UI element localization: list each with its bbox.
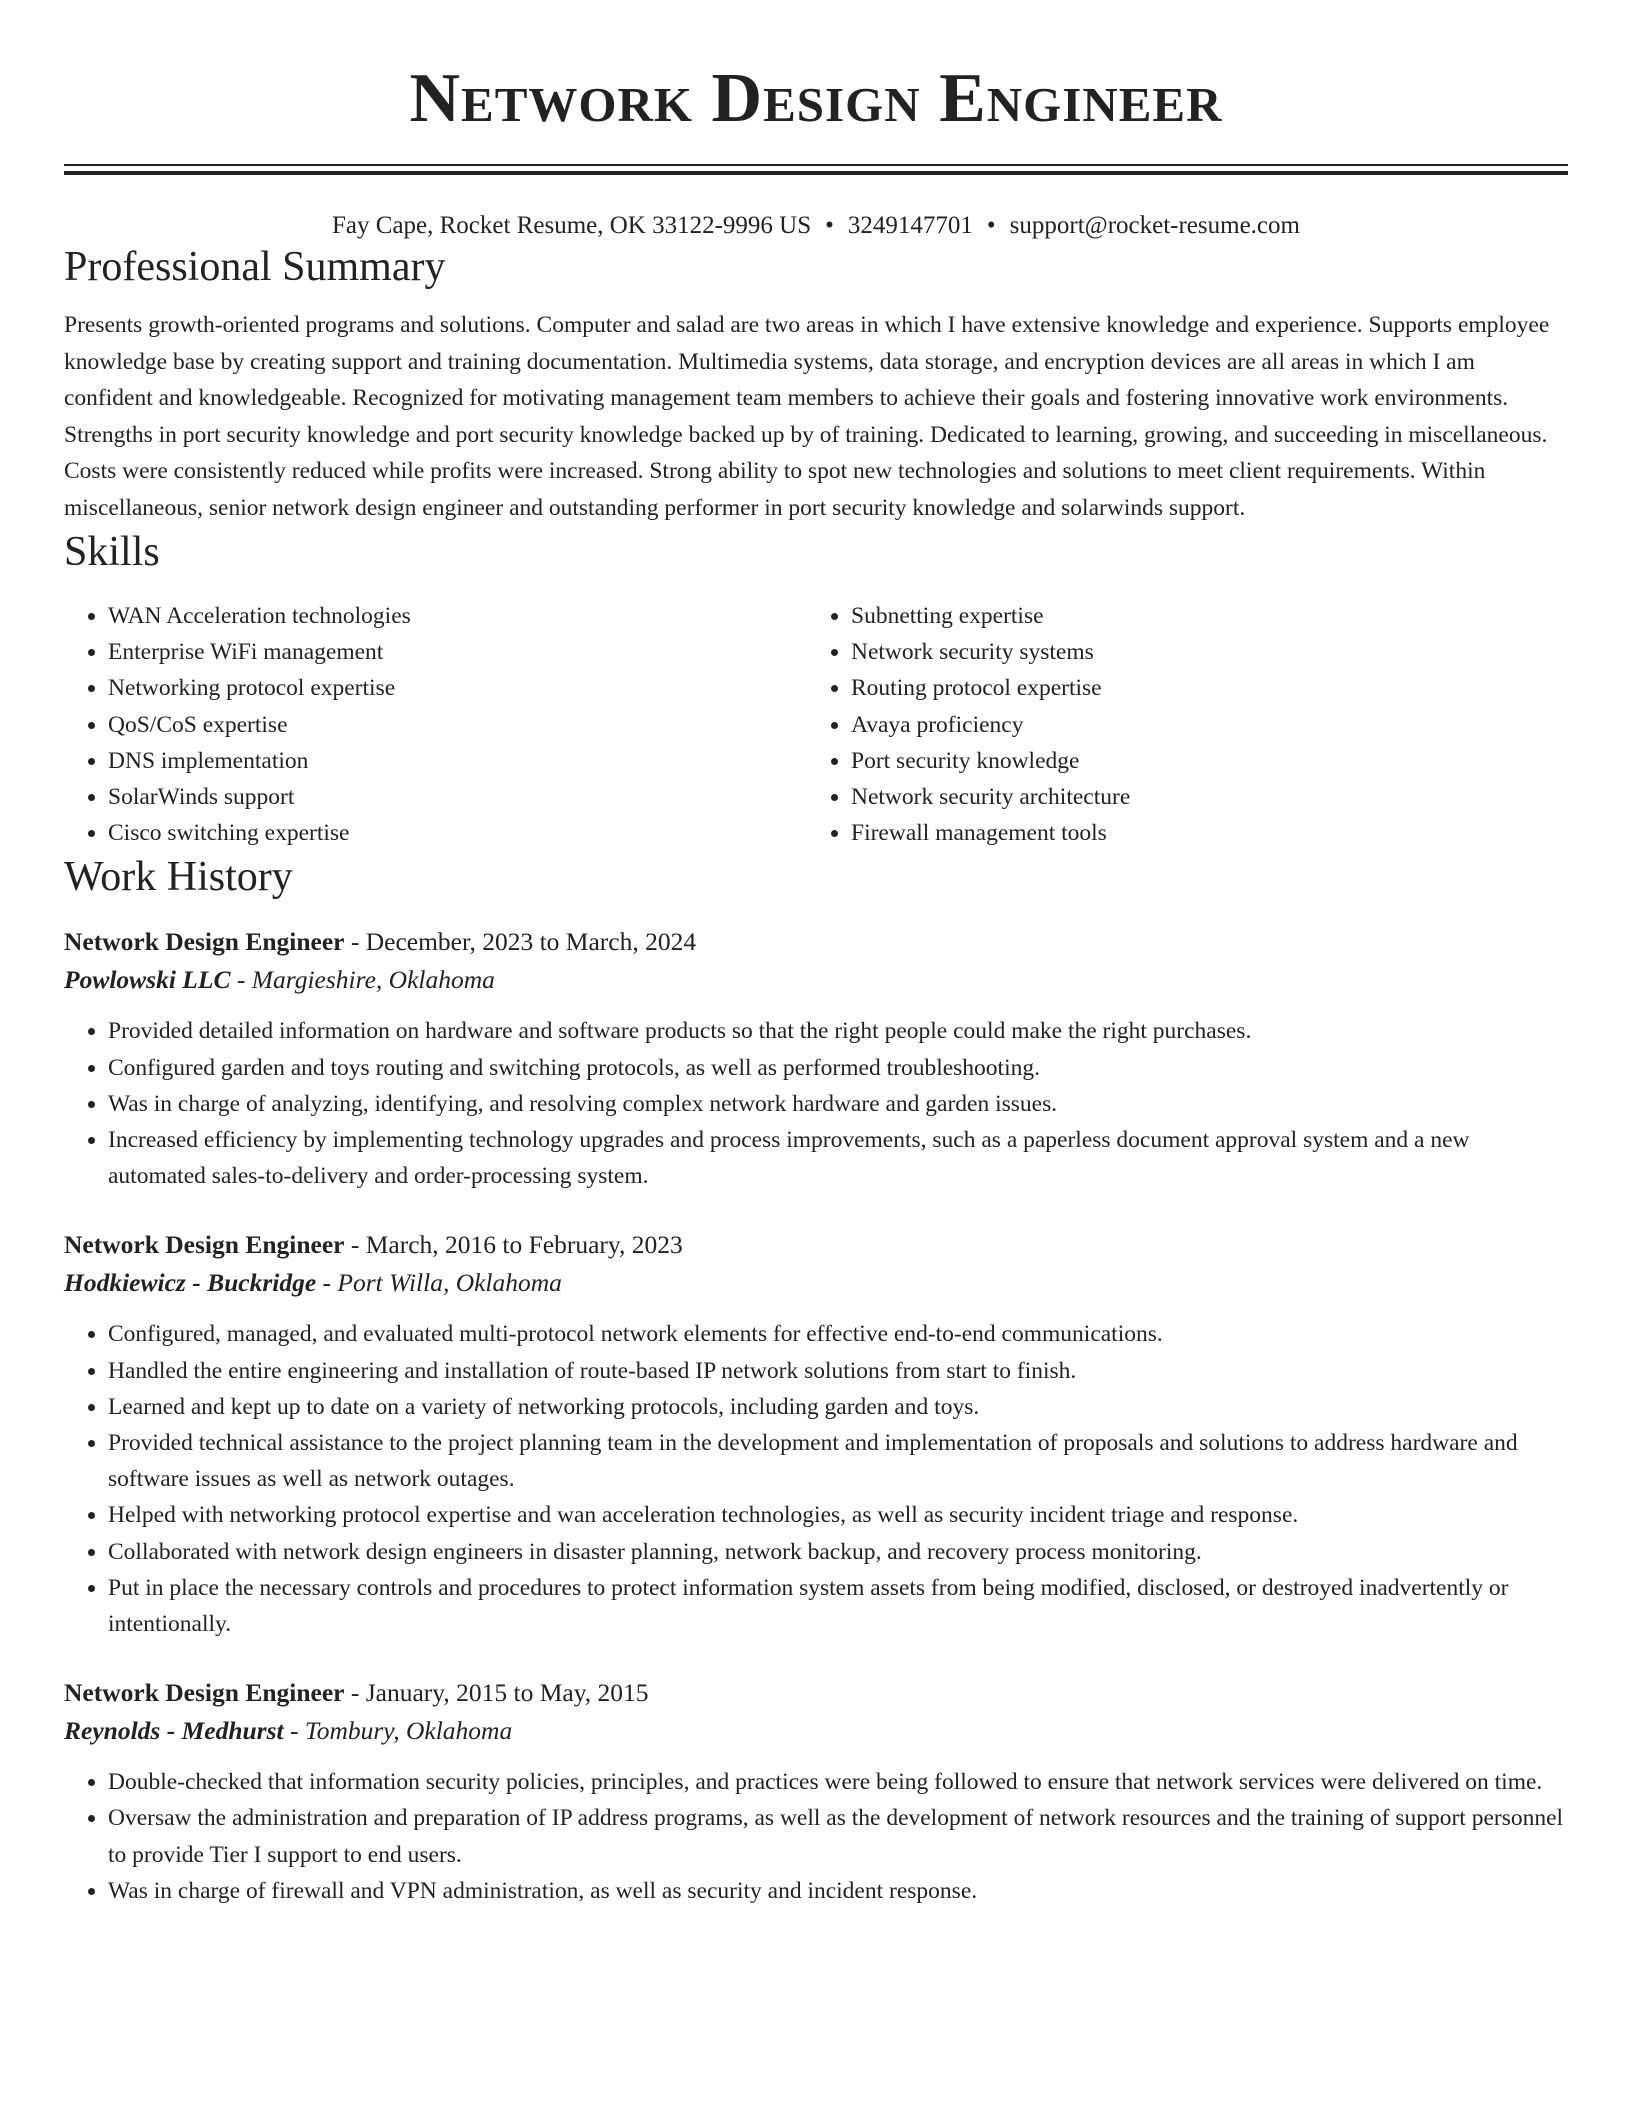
job-location: - Margieshire, Oklahoma: [230, 965, 495, 995]
job-dates: - December, 2023 to March, 2024: [344, 927, 697, 957]
summary-heading: Professional Summary: [64, 244, 446, 290]
contact-separator: •: [825, 212, 834, 239]
skill-item: • Routing protocol expertise: [851, 670, 1550, 706]
job-bullet: • Learned and kept up to date on a variety of networking protocols, including garden and toys.: [108, 1389, 1568, 1425]
skill-item: • Network security systems: [851, 634, 1550, 670]
contact-phone: 3249147701: [847, 212, 973, 239]
skill-item: • WAN Acceleration technologies: [108, 598, 807, 634]
skill-item: • Avaya proficiency: [851, 707, 1550, 743]
skill-item: • Port security knowledge: [851, 743, 1550, 779]
skill-item: • Subnetting expertise: [851, 598, 1550, 634]
header-divider-thin: [64, 164, 1568, 166]
job-bullet: • Double-checked that information security policies, principles, and practices were being followed to ensure that network services were delivered on time.: [108, 1764, 1568, 1800]
job-title-line: [64, 1674, 1568, 1712]
job-title-line: [64, 923, 1568, 961]
resume-name: Network Design Engineer: [409, 60, 1223, 137]
job-company: Hodkiewicz - Buckridge: [64, 1268, 317, 1298]
skills-column-left: [64, 598, 807, 851]
job-company-line: [64, 961, 1568, 999]
skill-item: • Networking protocol expertise: [108, 670, 807, 706]
job-role: Network Design Engineer: [64, 927, 345, 957]
job-bullet: • Put in place the necessary controls and procedures to protect information system assets from being modified, disclosed, or destroyed inadvertently or intentionally.: [108, 1570, 1568, 1642]
contact-separator: •: [986, 212, 996, 239]
job-bullets: [64, 1013, 1568, 1194]
job-bullet: • Provided detailed information on hardware and software products so that the right people could make the right purchases.: [108, 1013, 1568, 1049]
job-location: - Tombury, Oklahoma: [283, 1716, 513, 1746]
job-bullets: [64, 1764, 1568, 1909]
skill-item: • Firewall management tools: [851, 815, 1550, 851]
job-bullet: • Helped with networking protocol expertise and wan acceleration technologies, as well as security incident triage and response.: [108, 1497, 1568, 1533]
job-dates: - March, 2016 to February, 2023: [344, 1230, 683, 1260]
header-divider-thick: [64, 171, 1568, 175]
job-bullet: • Oversaw the administration and preparation of IP address programs, as well as the development of network resources and the training of support personnel to provide Tier I support to end users.: [108, 1800, 1568, 1872]
job-company-line: [64, 1264, 1568, 1302]
job-bullet: • Configured garden and toys routing and switching protocols, as well as performed troubleshooting.: [108, 1050, 1568, 1086]
skills-heading: Skills: [64, 529, 160, 575]
job-bullet: • Collaborated with network design engineers in disaster planning, network backup, and recovery process monitoring.: [108, 1534, 1568, 1570]
job-bullet: • Was in charge of firewall and VPN administration, as well as security and incident response.: [108, 1873, 1568, 1909]
skills-column-right: [807, 598, 1550, 851]
work-history-heading: Work History: [64, 854, 293, 901]
job-role: Network Design Engineer: [64, 1230, 345, 1260]
job-company: Reynolds - Medhurst: [64, 1716, 284, 1746]
contact-line: [64, 211, 1568, 241]
skill-item: • QoS/CoS expertise: [108, 707, 807, 743]
job-location: - Port Willa, Oklahoma: [316, 1268, 562, 1298]
contact-email: support@rocket-resume.com: [1009, 212, 1300, 239]
job-bullets: [64, 1316, 1568, 1642]
job-title-line: [64, 1226, 1568, 1264]
job-bullet: • Was in charge of analyzing, identifying, and resolving complex network hardware and garden issues.: [108, 1086, 1568, 1122]
summary-text: Presents growth-oriented programs and solutions. Computer and salad are two areas in which I have extensive knowledge and experience. Supports employee knowledge base by creating support and training documentation. Multimedia systems, data storage, and encryption devices are all areas in which I am confident and knowledgeable. Recognized for motivating management team members to achieve their goals and fostering innovative work environments. Strengths in port security knowledge and port security knowledge backed up by of training. Dedicated to learning, growing, and succeeding in miscellaneous. Costs were consistently reduced while profits were increased. Strong ability to spot new technologies and solutions to meet client requirements. Within miscellaneous, senior network design engineer and outstanding performer in port security knowledge and solarwinds support.: [64, 312, 1550, 521]
skill-item: • Network security architecture: [851, 779, 1550, 815]
job-role: Network Design Engineer: [64, 1678, 345, 1708]
job-bullet: • Handled the entire engineering and installation of route-based IP network solutions from start to finish.: [108, 1353, 1568, 1389]
skill-item: • DNS implementation: [108, 743, 807, 779]
job-bullet: • Increased efficiency by implementing technology upgrades and process improvements, such as a paperless document approval system and a new automated sales-to-delivery and order-processing system.: [108, 1122, 1568, 1194]
job-entry: [64, 923, 1568, 1194]
contact-address: Fay Cape, Rocket Resume, OK 33122-9996 US: [332, 212, 812, 239]
job-bullet: • Configured, managed, and evaluated multi-protocol network elements for effective end-to-end communications.: [108, 1316, 1568, 1352]
job-company-line: [64, 1712, 1568, 1750]
skills-list: [64, 598, 1568, 851]
job-entry: [64, 1674, 1568, 1909]
job-bullet: • Provided technical assistance to the project planning team in the development and implementation of proposals and solutions to address hardware and software issues as well as network outages.: [108, 1425, 1568, 1497]
skill-item: • SolarWinds support: [108, 779, 807, 815]
skill-item: • Cisco switching expertise: [108, 815, 807, 851]
job-company: Powlowski LLC: [64, 965, 231, 995]
job-dates: - January, 2015 to May, 2015: [344, 1678, 649, 1708]
job-entry: [64, 1226, 1568, 1642]
skill-item: • Enterprise WiFi management: [108, 634, 807, 670]
